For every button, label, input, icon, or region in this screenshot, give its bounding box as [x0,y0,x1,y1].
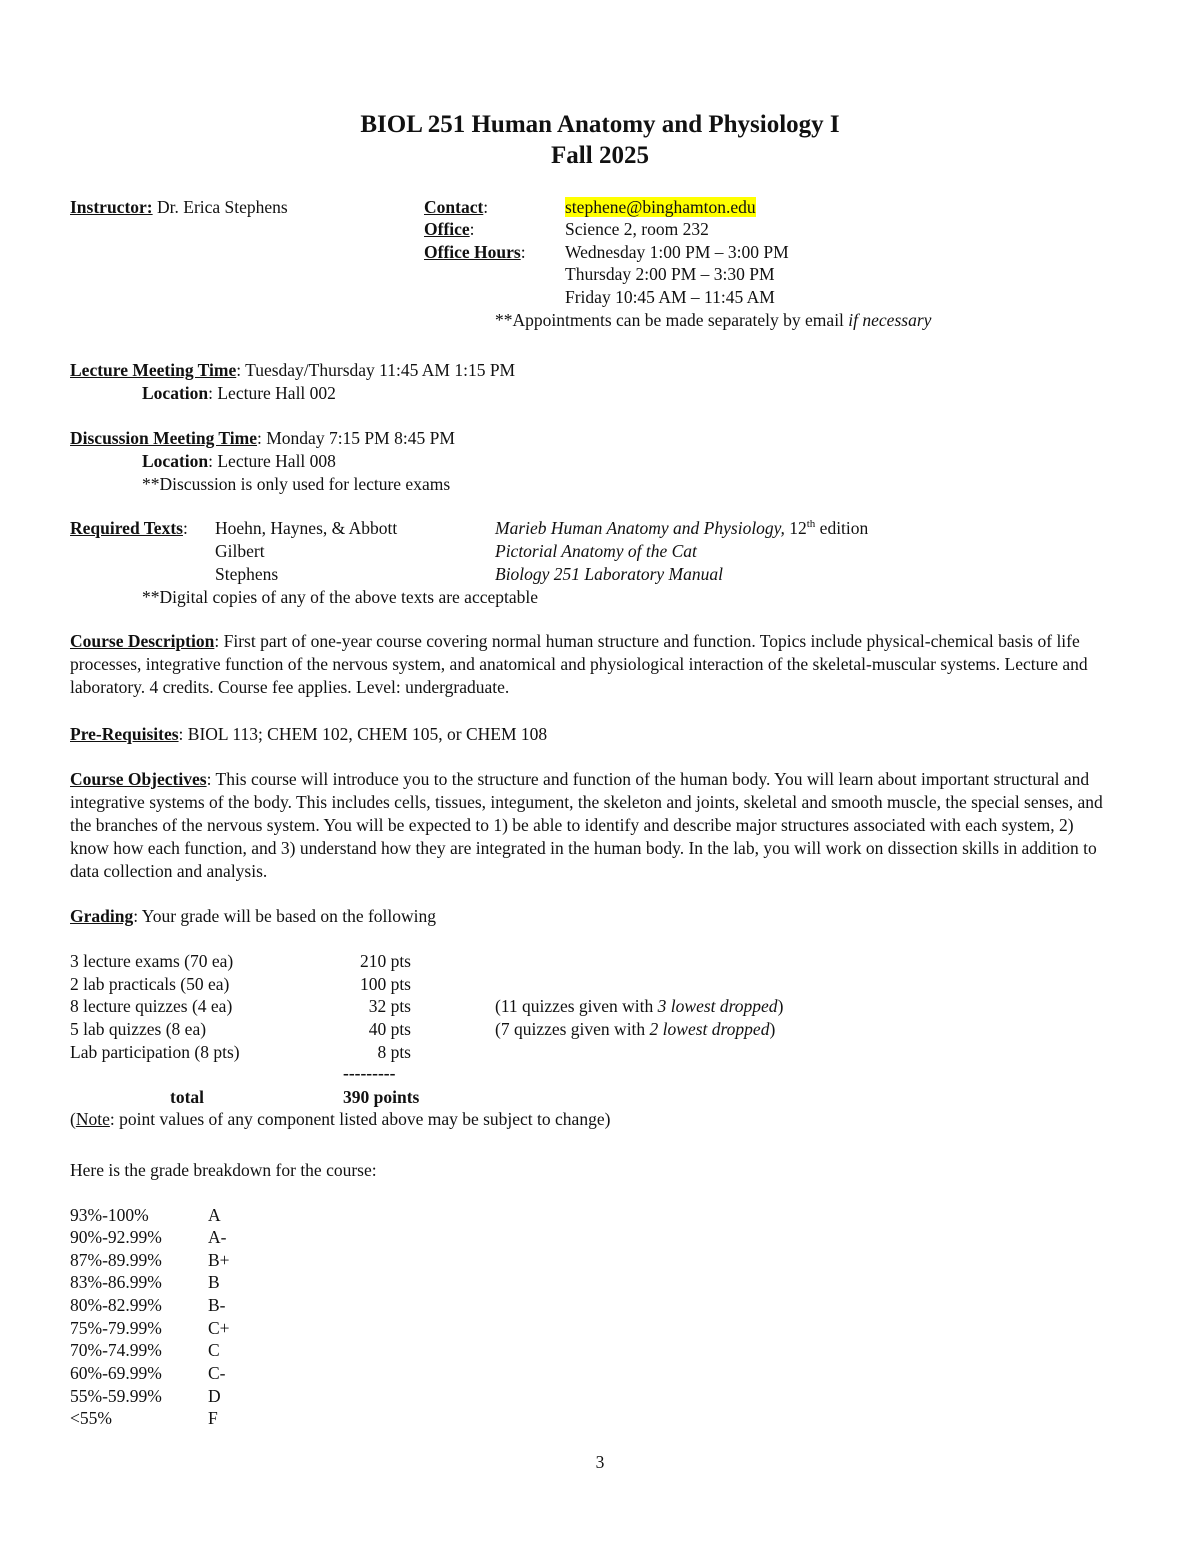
breakdown-range: 80%-82.99% [70,1295,162,1315]
grading-note-emphasis: 2 lowest dropped [649,1019,770,1039]
breakdown-grade: B [208,1272,220,1292]
grading-total-label: total [170,1087,205,1107]
grading-note-close: ) [777,996,784,1016]
discussion-time-line [70,430,455,448]
office-location: Science 2, room 232 [565,219,709,239]
discussion-note: **Discussion is only used for lecture exams [142,474,451,494]
text-edition-superscript: th [806,518,816,530]
grading-item: 2 lab practicals (50 ea) [70,974,230,994]
hours-label: Office Hours [424,242,521,262]
discussion-location-line [142,453,336,471]
breakdown-intro: Here is the grade breakdown for the course: [70,1160,377,1180]
grading-note-close: ) [769,1019,776,1039]
lecture-time-value: : Tuesday/Thursday 11:45 AM 1:15 PM [236,360,516,380]
prerequisites-text: : BIOL 113; CHEM 102, CHEM 105, or CHEM 108 [178,724,548,744]
instructor-name: Dr. Erica Stephens [152,197,288,217]
grading-item: Lab participation (8 pts) [70,1042,240,1062]
breakdown-range: 87%-89.99% [70,1250,162,1270]
texts-note: **Digital copies of any of the above texts are acceptable [142,587,539,607]
appointments-note [495,312,931,330]
discussion-location-value: : Lecture Hall 008 [208,451,336,471]
discussion-time-label: Discussion Meeting Time [70,428,257,448]
grading-change-note-paren: ( [70,1109,76,1129]
grading-points: 8 pts [377,1042,411,1062]
course-description-label: Course Description [70,631,215,651]
appointments-note-emphasis: if necessary [848,310,932,330]
text-title-italic: Marieb Human Anatomy and Physiology, [495,518,785,538]
office-label: Office [424,219,470,239]
breakdown-range: 83%-86.99% [70,1272,162,1292]
grading-note-text: (7 quizzes given with [495,1019,650,1039]
course-objectives [70,768,1115,883]
page-number: 3 [595,1452,605,1472]
grading-divider: --------- [343,1063,396,1083]
text-author: Hoehn, Haynes, & Abbott [215,518,398,538]
text-title: Biology 251 Laboratory Manual [495,564,723,584]
breakdown-range: 60%-69.99% [70,1363,162,1383]
breakdown-grade: D [208,1386,221,1406]
text-edition-word: edition [815,518,869,538]
breakdown-range: 70%-74.99% [70,1340,162,1360]
course-objectives-label: Course Objectives [70,769,207,789]
breakdown-range: 75%-79.99% [70,1318,162,1338]
breakdown-grade: F [208,1408,218,1428]
required-texts-label-line [70,520,188,538]
breakdown-range: 90%-92.99% [70,1227,162,1247]
prerequisites [70,726,547,744]
required-texts-label: Required Texts [70,518,183,538]
grading-note-emphasis: 3 lowest dropped [657,996,778,1016]
text-title: Pictorial Anatomy of the Cat [495,541,697,561]
grading-intro-text: : Your grade will be based on the following [133,906,437,926]
contact-colon: : [483,197,489,217]
course-term: Fall 2025 [551,142,649,169]
prerequisites-label: Pre-Requisites [70,724,179,744]
breakdown-grade: A- [208,1227,227,1247]
instructor-line [70,199,288,217]
contact-email[interactable] [565,199,756,217]
grading-item: 3 lecture exams (70 ea) [70,951,234,971]
grading-total-value: 390 points [343,1087,420,1107]
discussion-time-value: : Monday 7:15 PM 8:45 PM [257,428,455,448]
course-description [70,630,1115,699]
grading-points: 100 pts [359,974,411,994]
grading-points: 210 pts [359,951,411,971]
grading-points: 32 pts [368,996,411,1016]
lecture-time-label: Lecture Meeting Time [70,360,237,380]
breakdown-grade: C- [208,1363,226,1383]
breakdown-range: 93%-100% [70,1205,149,1225]
grading-change-note-label: Note [75,1109,110,1129]
lecture-time-line [70,362,515,380]
appointments-note-text: **Appointments can be made separately by email [495,310,849,330]
grading-item: 8 lecture quizzes (4 ea) [70,996,233,1016]
breakdown-grade: B- [208,1295,226,1315]
breakdown-grade: A [208,1205,221,1225]
text-title [495,520,868,538]
office-hours-item: Friday 10:45 AM – 11:45 AM [565,287,775,307]
breakdown-range: <55% [70,1408,112,1428]
office-hours-item: Thursday 2:00 PM – 3:30 PM [565,264,775,284]
text-edition-number: 12 [784,518,807,538]
course-description-text: : First part of one-year course covering normal human structure and function. Topics include physical-chemical basis of life processes, integrative function of the nervous system, and anatomical and physiological interaction of the skeletal-muscular systems. Lecture and laboratory. 4 credits. Course fee applies. Level: undergraduate. [70,631,1088,697]
text-author: Gilbert [215,541,265,561]
grading-change-note-text: : point values of any component listed above may be subject to change) [109,1109,611,1129]
course-title: BIOL 251 Human Anatomy and Physiology I [360,111,840,138]
grading-points: 40 pts [368,1019,411,1039]
contact-label: Contact [424,197,484,217]
discussion-location-label: Location [142,451,209,471]
hours-label-line [424,244,526,262]
breakdown-grade: B+ [208,1250,230,1270]
text-author: Stephens [215,564,279,584]
breakdown-range: 55%-59.99% [70,1386,162,1406]
grading-intro [70,908,436,926]
contact-label-line [424,199,488,217]
office-colon: : [469,219,475,239]
grading-label: Grading [70,906,134,926]
hours-colon: : [520,242,526,262]
breakdown-grade: C [208,1340,220,1360]
course-objectives-text: : This course will introduce you to the structure and function of the human body. You will learn about important structural and integrative systems of the body. This includes cells, tissues, integument, the skeleton and joints, skeletal and smooth muscle, the special senses, and the branches of the nervous system. You will be expected to 1) be able to identify and describe major structures associated with each system, 2) know how each function, and 3) understand how they are integrated in the human body. In the lab, you will work on dissection skills in addition to data collection and analysis. [70,769,1103,881]
grading-item: 5 lab quizzes (8 ea) [70,1019,207,1039]
grading-note [495,1021,775,1039]
email-link[interactable]: stephene@binghamton.edu [565,197,756,217]
grading-note [495,998,783,1016]
office-hours-item: Wednesday 1:00 PM – 3:00 PM [565,242,789,262]
lecture-location-value: : Lecture Hall 002 [208,383,336,403]
instructor-label: Instructor: [70,197,153,217]
office-label-line [424,221,475,239]
required-texts-colon: : [182,518,188,538]
breakdown-grade: C+ [208,1318,230,1338]
lecture-location-label: Location [142,383,209,403]
lecture-location-line [142,385,336,403]
grading-change-note [70,1111,610,1129]
grading-note-text: (11 quizzes given with [495,996,658,1016]
